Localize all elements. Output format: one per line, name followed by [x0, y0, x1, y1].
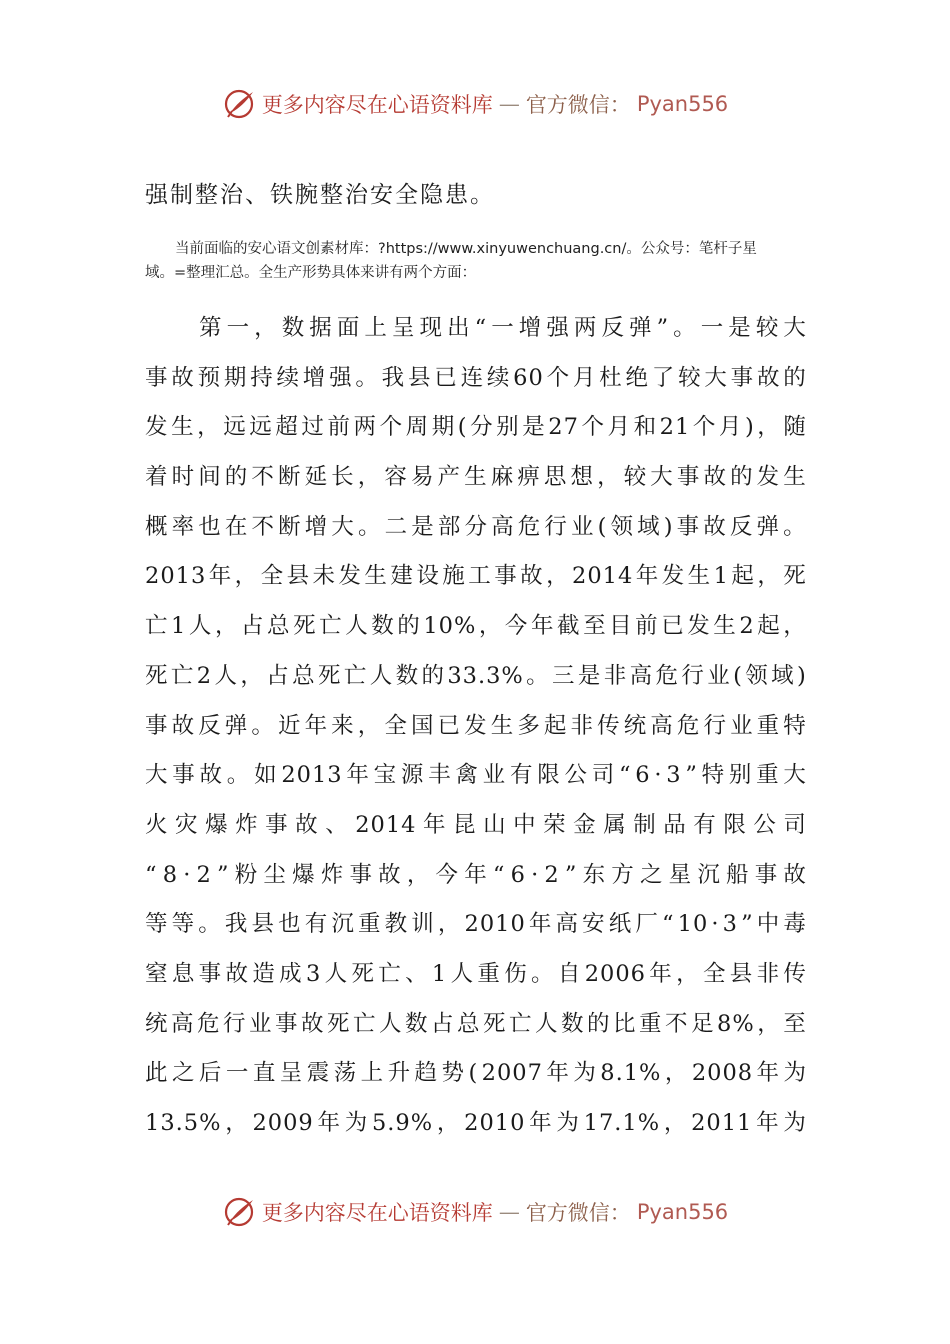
- source-note: [145, 237, 807, 285]
- body-line: 大 事 故 。 如 2013 年 宝 源 丰 禽 业 有 限 公 司 “ 6 · 3 ” 特 别 重 大: [145, 762, 807, 789]
- banner-dash: —: [498, 92, 520, 116]
- note-line: [145, 237, 807, 261]
- body-line: 13.5% ， 2009 年 为 5.9% ， 2010 年 为 17.1% ， 2011 年 为: [145, 1110, 807, 1136]
- banner-dash: —: [498, 1200, 520, 1224]
- body-line: 2013 年 ， 全 县 未 发 生 建 设 施 工 事 故 ， 2014 年 发 生 1 起 ， 死: [145, 563, 807, 590]
- body-line: 事 故 预 期 持 续 增 强 。 我 县 已 连 续 60 个 月 杜 绝 了 较 大 事 故 的: [145, 364, 807, 391]
- footer-banner: [0, 1190, 950, 1234]
- body-line: 火 灾 爆 炸 事 故 、 2014 年 昆 山 中 荣 金 属 制 品 有 限 公 司: [145, 811, 807, 838]
- body-line: 概 率 也 在 不 断 增 大 。 二 是 部 分 高 危 行 业 ( 领 域 ) 事 故 反 弹 。: [145, 513, 807, 540]
- header-banner: [0, 82, 950, 126]
- banner-text: 更多内容尽在心语资料库: [261, 93, 493, 117]
- note-line-1: 当前面临的安心语文创素材库：?https://www.xinyuwenchuang.cn/。公众号：笔杆子星: [175, 241, 757, 257]
- feather-logo-icon: [222, 1195, 256, 1229]
- body-line: 亡 1 人 ， 占 总 死 亡 人 数 的 10% ， 今 年 截 至 目 前 已 发 生 2 起 ，: [145, 613, 807, 640]
- body-line: 等 等 。 我 县 也 有 沉 重 教 训 ， 2010 年 高 安 纸 厂 “ 10 · 3 ” 中 毒: [145, 911, 807, 938]
- body-line: 死 亡 2 人 ， 占 总 死 亡 人 数 的 33.3% 。 三 是 非 高 危 行 业 ( 领 域 ): [145, 662, 807, 689]
- banner-wechat-label: 官方微信：: [525, 1201, 631, 1225]
- body-line: 着 时 间 的 不 断 延 长 ， 容 易 产 生 麻 痹 思 想 ， 较 大 事 故 的 发 生: [145, 464, 807, 491]
- body-line: “ 8 · 2 ” 粉 尘 爆 炸 事 故 ， 今 年 “ 6 · 2 ” 东 方 之 星 沉 船 事 故: [145, 861, 807, 888]
- body-line: 第 一 ， 数 据 面 上 呈 现 出 “ 一 增 强 两 反 弹 ” 。 一 是 较 大: [199, 315, 807, 341]
- body-line: 发 生 ， 远 远 超 过 前 两 个 周 期 ( 分 别 是 27 个 月 和 21 个 月 ) ， 随: [145, 414, 807, 441]
- note-line: 域。=整理汇总。全生产形势具体来讲有两个方面：: [145, 265, 477, 281]
- banner-wechat-id: Pyan556: [636, 92, 729, 116]
- banner-text: 更多内容尽在心语资料库: [261, 1201, 493, 1225]
- feather-logo-icon: [222, 87, 256, 121]
- carryover-line: 强制整治、铁腕整治安全隐患。: [145, 182, 495, 208]
- body-line: 统 高 危 行 业 事 故 死 亡 人 数 占 总 死 亡 人 数 的 比 重 不 足 8% ， 至: [145, 1010, 807, 1037]
- body-line: 窒 息 事 故 造 成 3 人 死 亡 、 1 人 重 伤 。 自 2006 年 ， 全 县 非 传: [145, 960, 807, 987]
- banner-wechat-label: 官方微信：: [525, 93, 631, 117]
- banner-wechat-id: Pyan556: [636, 1200, 729, 1224]
- body-text: [145, 304, 807, 1149]
- body-line: 此 之 后 一 直 呈 震 荡 上 升 趋 势 ( 2007 年 为 8.1% ， 2008 年 为: [145, 1060, 807, 1087]
- body-line: 事 故 反 弹 。 近 年 来 ， 全 国 已 发 生 多 起 非 传 统 高 危 行 业 重 特: [145, 712, 807, 739]
